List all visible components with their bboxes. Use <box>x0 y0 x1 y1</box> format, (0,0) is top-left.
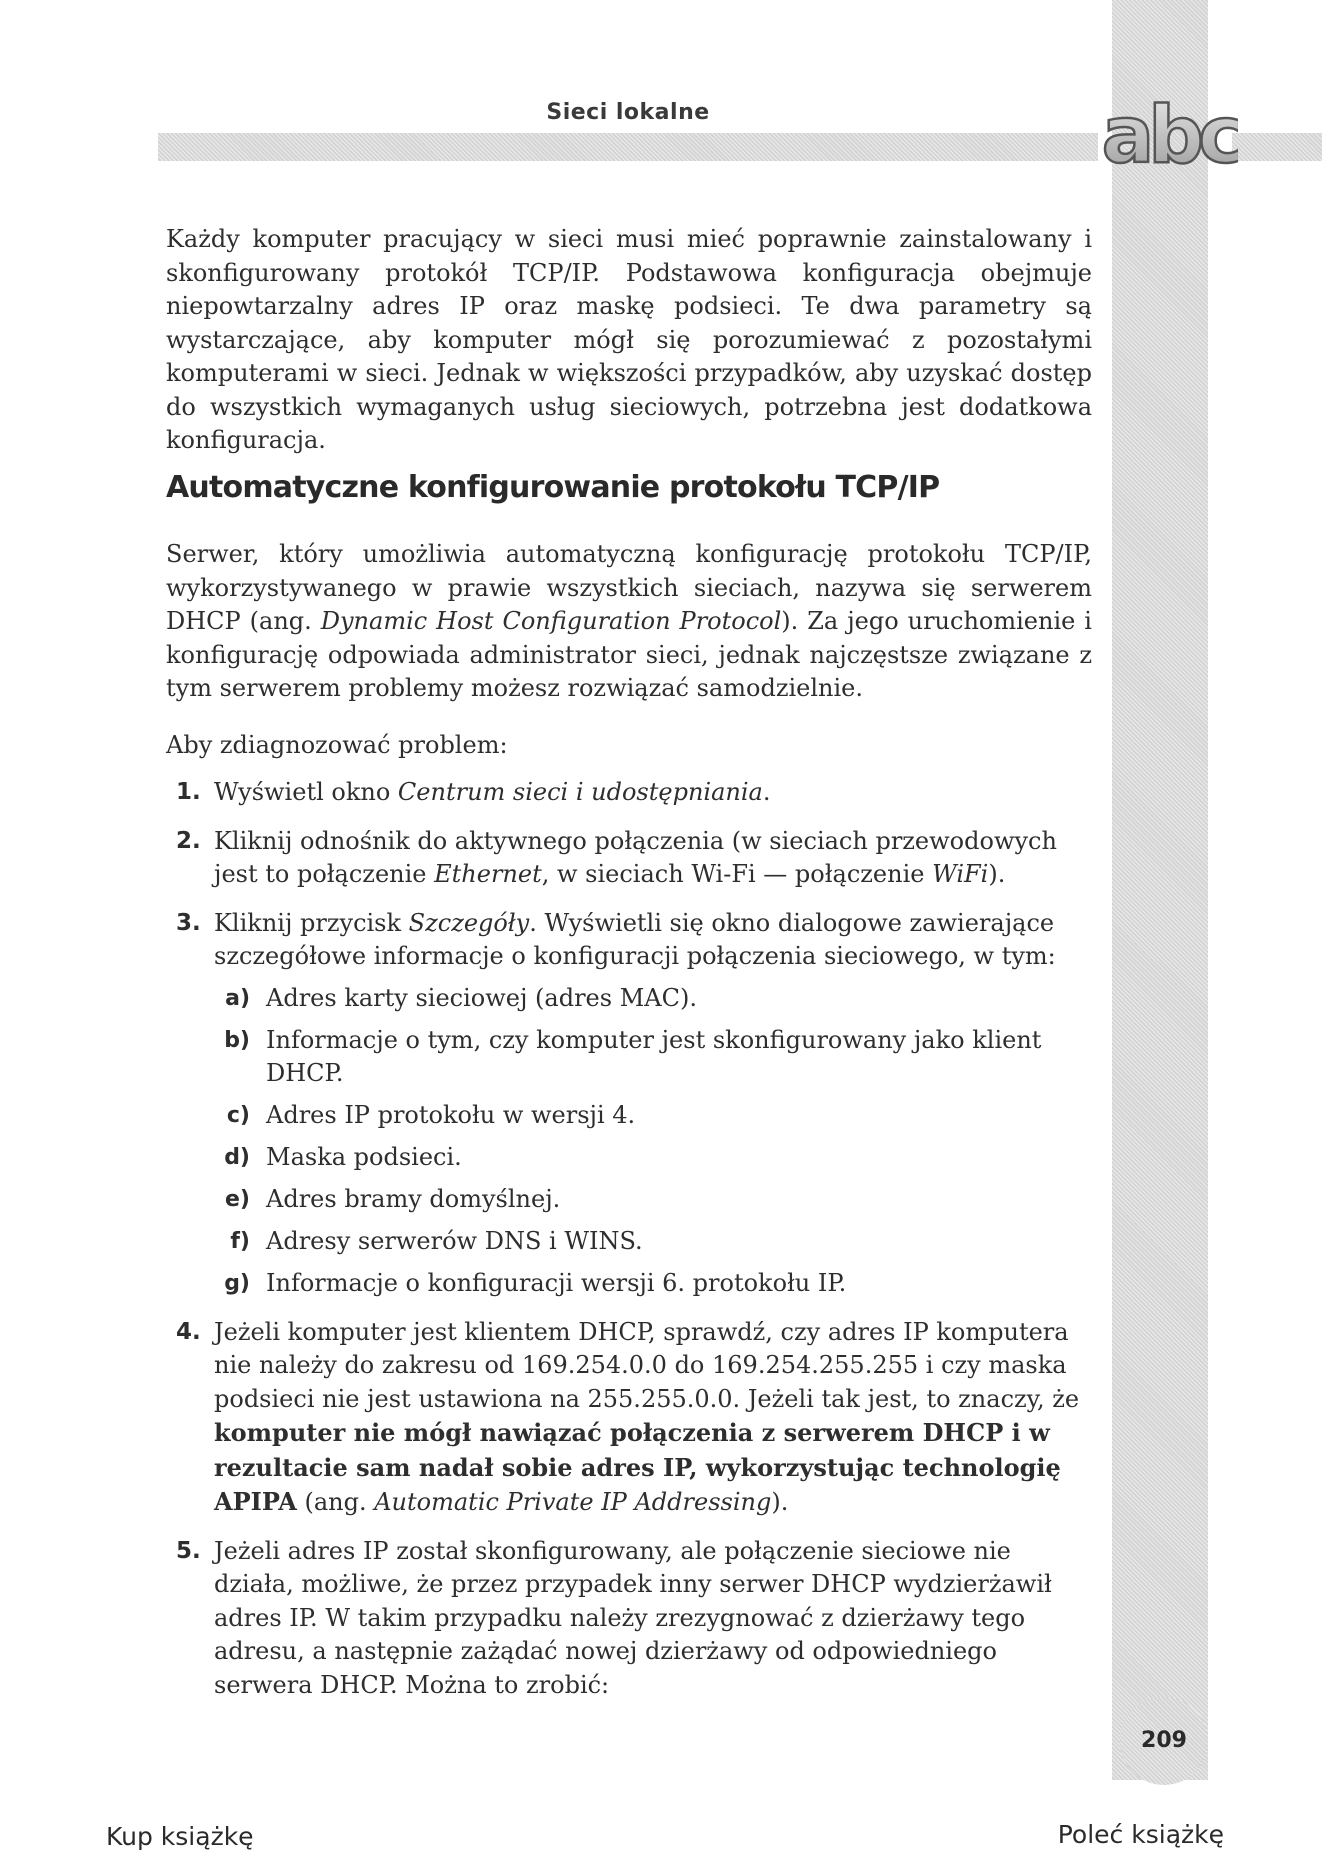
list-item: 5. Jeżeli adres IP został skonfigurowany, ale połączenie sieciowe nie działa, możliwe, że przez przypadek inny serwer DHCP wydzierżawił adres IP. W takim przypadku należy zrezygnować z dzierżawy tego adresu, a następnie zażądać nowej dzierżawy od odpowiedniego serwera DHCP. Można to zrobić: <box>176 1536 1052 1699</box>
header-band-right <box>1232 133 1322 161</box>
list-item: e) Adres bramy domyślnej. <box>225 1185 561 1213</box>
substeps-list <box>214 982 1092 1301</box>
intro-paragraph: Każdy komputer pracujący w sieci musi mieć poprawnie zainstalowany i skonfigurowany protokół TCP/IP. Podstawowa konfiguracja obejmuje niepowtarzalny adres IP oraz maskę podsieci. Te dwa parametry są wystarczające, aby komputer mógł się porozumiewać z pozostałymi komputerami w sieci. Jednak w większości przypadków, aby uzyskać dostęp do wszystkich wymaganych usług sieciowych, potrzebna jest dodatkowa konfiguracja. <box>166 225 1092 454</box>
abc-logo <box>1102 96 1238 174</box>
list-item: d) Maska podsieci. <box>224 1143 462 1171</box>
svg-text:abc: abc <box>1102 96 1238 174</box>
list-item: c) Adres IP protokołu w wersji 4. <box>226 1101 636 1129</box>
section-heading: Automatyczne konfigurowanie protokołu TCP/IP <box>166 470 940 505</box>
step-number: 2. <box>176 827 201 854</box>
recommend-book-link[interactable]: Poleć książkę <box>1057 1820 1224 1849</box>
header-band <box>158 133 1098 161</box>
side-decorative-strip <box>1112 0 1208 1780</box>
running-header-title: Sieci lokalne <box>546 100 710 125</box>
dhcp-paragraph: Serwer, który umożliwia automatyczną konfigurację protokołu TCP/IP, wykorzystywanego w prawie wszystkich sieciach, nazywa się serwerem DHCP (ang. Dynamic Host Configuration Protocol). Za jego uruchomienie i konfigurację odpowiada administrator sieci, jednak najczęstsze związane z tym serwerem problemy możesz rozwiązać samodzielnie. <box>166 540 1092 702</box>
step-number: 3. <box>176 909 201 936</box>
list-item: 1. Wyświetl okno Centrum sieci i udostępniania. <box>166 776 1092 810</box>
page-number: 209 <box>1141 1728 1187 1753</box>
list-item: 4. Jeżeli komputer jest klientem DHCP, sprawdź, czy adres IP komputera nie należy do zakresu od 169.254.0.0 do 169.254.255.255 i czy maska podsieci nie jest ustawiona na 255.255.0.0. Jeżeli tak jest, to znaczy, że komputer nie mógł nawiązać połączenia z serwerem DHCP i w rezultacie sam nadał sobie adres IP, wykorzystując technologię APIPA (ang. Automatic Private IP Addressing). <box>176 1317 1080 1516</box>
step-number: 4. <box>176 1318 201 1345</box>
step-number: 5. <box>176 1537 201 1564</box>
list-item: a) Adres karty sieciowej (adres MAC). <box>225 983 697 1012</box>
list-item: b) Informacje o tym, czy komputer jest skonfigurowany jako klient DHCP. <box>224 1025 1042 1087</box>
list-item: g) Informacje o konfiguracji wersji 6. protokołu IP. <box>224 1269 847 1297</box>
buy-book-link[interactable]: Kup książkę <box>106 1822 254 1851</box>
list-item: 3. Kliknij przycisk Szczegóły. Wyświetli się okno dialogowe zawierające szczegółowe informacje o konfiguracji połączenia sieciowego, w tym: a) Adres karty sieciowej (adres MAC). b) Informacje o tym, czy komputer jest skonfigurowany jako klient DHCP. c) Adres IP protokołu w wersji 4. d) Maska podsieci. e) Adres bramy domyślnej. f) Adresy serwerów DNS i WINS. g) Informacje o konfiguracji wersji 6. protokołu IP. <box>166 907 1092 1301</box>
step-number: 1. <box>176 779 201 805</box>
diagnose-lead: Aby zdiagnozować problem: <box>166 731 508 759</box>
steps-list <box>166 776 1092 1717</box>
list-item: f) Adresy serwerów DNS i WINS. <box>230 1227 643 1255</box>
list-item: 2. Kliknij odnośnik do aktywnego połączenia (w sieciach przewodowych jest to połączenie Ethernet, w sieciach Wi-Fi — połączenie WiFi). <box>176 826 1057 888</box>
